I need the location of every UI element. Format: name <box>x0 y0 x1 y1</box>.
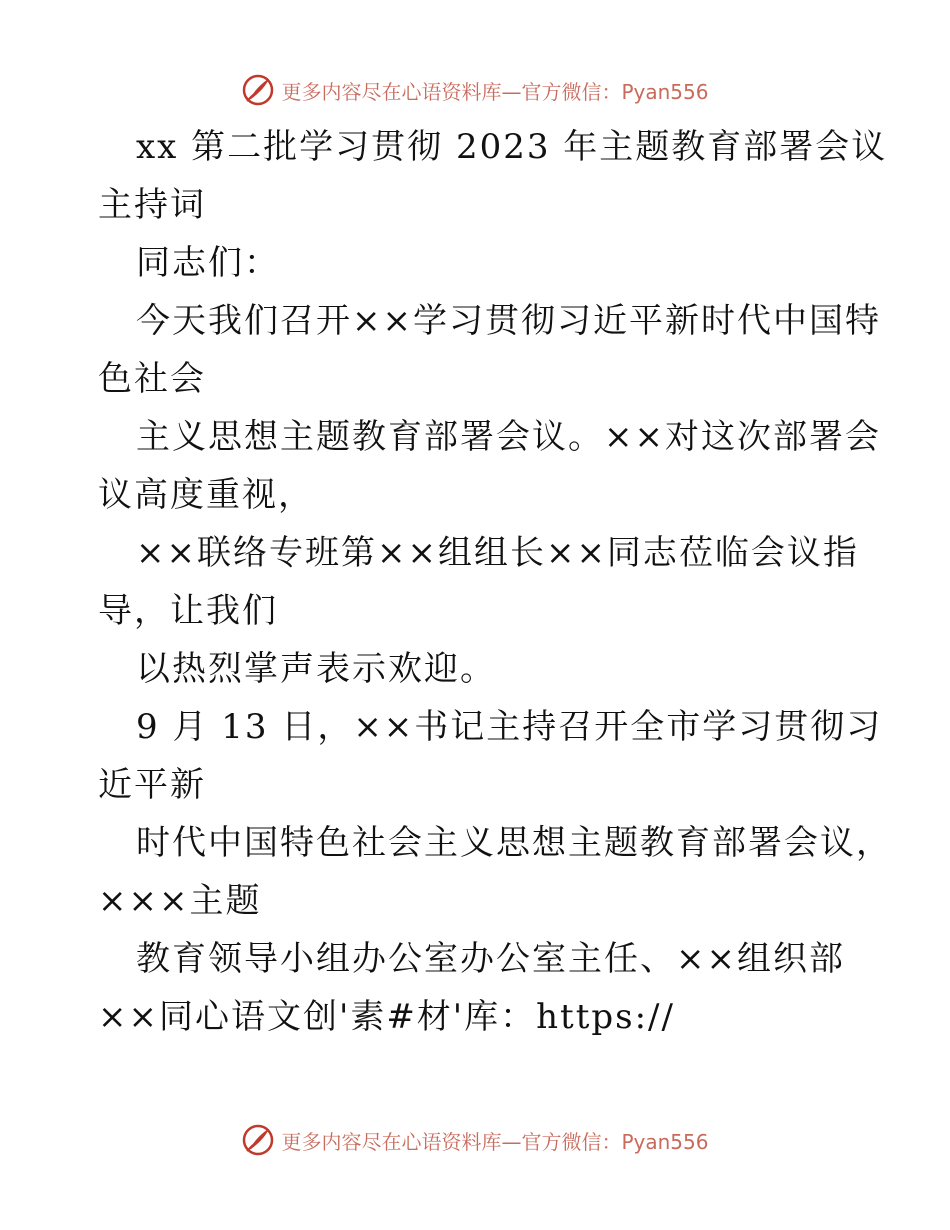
doc-line: ××联络专班第××组组长××同志莅临会议指 <box>136 533 859 573</box>
doc-line: 教育领导小组办公室办公室主任、××组织部 <box>136 939 845 979</box>
header-watermark-banner <box>0 70 950 110</box>
doc-line: 议高度重视， <box>98 475 314 515</box>
doc-line: 今天我们召开××学习贯彻习近平新时代中国特 <box>136 301 881 341</box>
footer-watermark-banner <box>0 1120 950 1160</box>
footer-watermark-text: 更多内容尽在心语资料库—官方微信：Pyan556 <box>281 1129 709 1154</box>
doc-line: 主义思想主题教育部署会议。××对这次部署会 <box>136 417 881 457</box>
doc-line: 色社会 <box>98 359 206 399</box>
feather-pen-logo-icon <box>241 1123 275 1157</box>
doc-line: 时代中国特色社会主义思想主题教育部署会议， <box>136 823 892 863</box>
doc-line: ×××主题 <box>98 881 262 921</box>
doc-line: ××同心语文创'素#材'库：https:// <box>98 997 675 1037</box>
header-watermark-text: 更多内容尽在心语资料库—官方微信：Pyan556 <box>281 79 709 104</box>
feather-pen-logo-icon <box>241 73 275 107</box>
doc-line: 导，让我们 <box>98 591 278 631</box>
document-body <box>98 118 892 1046</box>
doc-line-title-2: 主持词 <box>98 185 206 225</box>
doc-line: 9 月 13 日，××书记主持召开全市学习贯彻习 <box>136 707 883 747</box>
doc-line: 近平新 <box>98 765 206 805</box>
doc-line-salutation: 同志们： <box>136 243 280 283</box>
doc-line-title-1: xx 第二批学习贯彻 2023 年主题教育部署会议 <box>136 127 888 167</box>
doc-line: 以热烈掌声表示欢迎。 <box>136 649 496 689</box>
